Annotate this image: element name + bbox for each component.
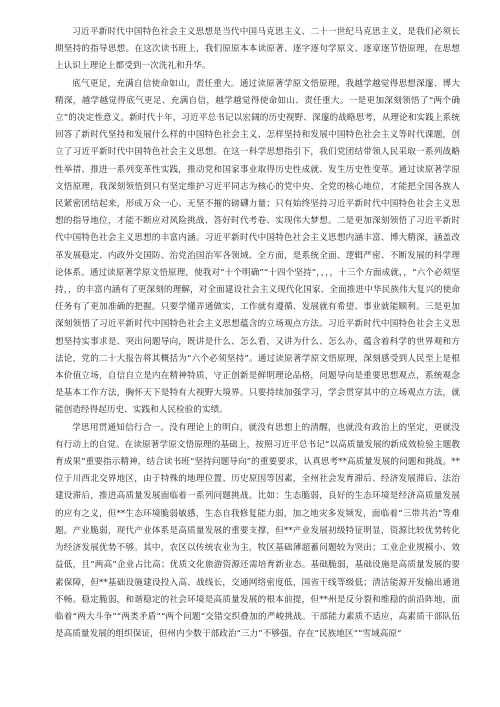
paragraph-intro: 习近平新时代中国特色社会主义思想是当代中国马克思主义、二十一世纪马克思主义，是我们必须长期坚持的指导思想。在这次读书班上，我们原原本本读原著、逐字逐句学原文、逐章逐节悟原理，在思想上认识上理论上都受到一次洗礼和升华。 <box>55 27 460 72</box>
paragraph-learning-application: 学思用贯通知信行合一。没有理论上的明白，就没有思想上的清醒，也就没有政治上的坚定，更就没有行动上的自觉。在读原著学原文悟原理的基础上，按照习近平总书记“以高质量发展的新成效检验主题教育成果”重要指示精神，结合读书班“坚持问题导向”的重要要求，认真思考**高质量发展的问题和挑战。**位于川西北交界地区，由于特殊的地理位置、历史原因等因素，全州社会发育滞后、经济发展滞后、法治建设滞后，推进高质量发展面临着一系列问题挑战。比如：生态脆弱，良好的生态环境是经济高质量发展的应有之义，但**生态环境脆弱敏感，生态自我修复能力弱，加之地灾多发频发，面临着“三带共治”等难题。产业脆弱，现代产业体系是高质量发展的重要支撑，但**产业发展初级特征明显，资源比较优势转化为经济发展优势不够。其中，农区以传统农业为主，牧区基础薄超蓄问题较为突出；工业企业规模小、效益低，且“两高”企业占比高；优质文化旅游资源还需培育新业态。基础脆弱，基础设施是高质量发展的要素保障，但**基础设施建设投入高、战线长，交通网络密度低，国省干线等级低；清洁能源开发输出通道不畅。稳定脆弱，和谐稳定的社会环境是高质量发展的根本前提，但**州是反分裂和维稳的前沿阵地，面临着“两大斗争”“两类矛盾”“两个问题”交错交织叠加的严峻挑战。干部能力素质不适应，高素质干部队伍是高质量发展的组织保证，但州内少数干部政治“三力”不够强，存在“民族地区”“雪域高原” <box>55 422 460 640</box>
paragraph-confidence-mission: 底气更足，充满自信使命如山，责任重大。通过读原著学原文悟原理，我越学越觉得思想深邃、博大精深，越学越觉得底气更足、充满自信，越学越觉得使命如山、责任重大。一是更加深刻领悟了“两个确立”的决定性意义。新时代十年，习近平总书记以宏阔的历史视野、深邃的战略思考，从理论和实践上系统回答了新时代坚持和发展什么样的中国特色社会主义、怎样坚持和发展中国特色社会主义等时代课题，创立了习近平新时代中国特色社会主义思想。在这一科学思想指引下，我们党团结带领人民采取一系列战略性举措、推进一系列变革性实践，推动党和国家事业取得历史性成就、发生历史性变革。通过读原著学原文悟原理，我深刻领悟到只有坚定维护习近平同志为核心的党中央、全党的核心地位，才能把全国各族人民紧密团结起来，形成万众一心、无坚不摧的磅礴力量；只有始终坚持习近平新时代中国特色社会主义思想的指导地位，才能不断应对风险挑战、答好时代考卷、实现伟大梦想。二是更加深刻领悟了习近平新时代中国特色社会主义思想的丰富内涵。习近平新时代中国特色社会主义思想内涵丰富、博大精深，涵盖改革发展稳定、内政外交国防、治党治国治军各领域、全方面，是系统全面、逻辑严密、不断发展的科学理论体系。通过读原著学原文悟原理，使我对“十个明确”“十四个坚持”，，，，十三个方面成就，，“六个必须坚持，，的丰富内涵有了更深刻的理解，对全面建设社会主义现代化国家、全面推进中华民族伟大复兴的使命任务有了更加准确的把握。只要学懂弄通做实，工作就有遵循、发展就有希望、事业就能顺利。三是更加深刻领悟了习近平新时代中国特色社会主义思想蕴含的立场观点方法。习近平新时代中国特色社会主义思想坚持实事求是、突出问题导向，既讲是什么、怎么看，又讲为什么、怎么办，蕴含着科学的世界观和方法论，党的二十大报告将其概括为“六个必须坚持”。通过读原著学原文悟原理，深刻感受到人民至上是根本价值立场，自信自立是内在精神特质，守正创新是鲜明理论品格，问题导向是重要思想观点，系统观念是基本工作方法，胸怀天下是特有大视野大境界。只要持续加强学习，学会贯穿其中的立场观点方法，就能创造经得起历史、实践和人民检验的实绩。 <box>55 78 460 416</box>
